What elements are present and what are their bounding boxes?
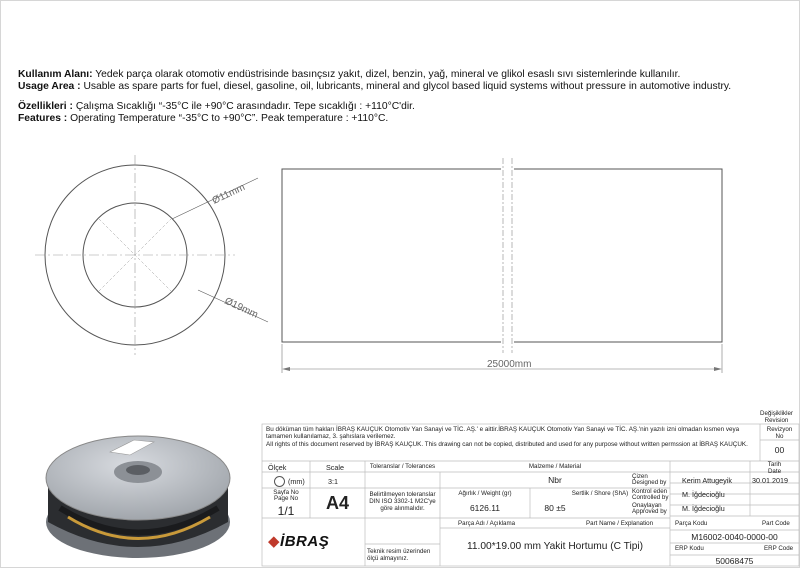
company-logo: ◆İBRAŞ — [268, 533, 330, 550]
drawn-date: 30.01.2019 — [752, 476, 788, 485]
drawn-label: Çizen Designed by — [632, 473, 667, 487]
erp-label-en: ERP Code — [764, 545, 794, 552]
hardness-header: Sertlik / Shore (ShA) — [571, 490, 629, 497]
usage-tr: Kullanım Alanı: Yedek parça olarak otomotiv endüstrisinde basınçsız yakıt, dizel, benzin, yağ, mineral ve glikol esaslı sıvı sistemlerinde kullanılır. — [18, 69, 681, 80]
part-code-label-en: Part Code — [762, 520, 790, 527]
sheet-value: 1/1 — [277, 504, 295, 518]
date-header: Tarih Date — [767, 461, 782, 475]
part-code-label-tr: Parça Kodu — [675, 520, 708, 527]
scale-label-tr: Ölçek — [268, 463, 287, 472]
part-code: M16002-0040-0000-00 — [691, 532, 778, 542]
side-view — [282, 158, 722, 373]
tolerance-text: Belirtilmeyen toleranslar DIN ISO 3302-1 M2C'ye göre alınmalıdır. — [369, 491, 436, 513]
tolerance-header: Toleranslar / Tolerances — [369, 463, 436, 470]
technical-note: Teknik resim üzerinden ölçü almayınız. — [367, 548, 431, 563]
scale-label-en: Scale — [326, 463, 344, 472]
approved-label: Onaylayan Approved by — [632, 502, 667, 515]
approved-by: M. İğdecioğlu — [682, 504, 725, 513]
rev-no: 00 — [774, 445, 785, 455]
erp-label-tr: ERP Kodu — [675, 545, 704, 552]
outer-dia-label: Ø19mm — [222, 295, 260, 321]
rev-no-header: Revizyon No — [766, 426, 793, 440]
features-tr: Özellikleri : Çalışma Sıcaklığı “-35°C ile +90°C arasındadır. Tepe sıcaklığı : +110°C'dir. — [18, 101, 415, 113]
cross-section-view — [35, 155, 268, 355]
part-name: 11.00*19.00 mm Yakit Hortumu (C Tipi) — [466, 541, 644, 552]
sheet-label: Sayfa No Page No — [273, 489, 299, 503]
erp-code: 50068475 — [715, 556, 754, 566]
hardness-value: 80 ±5 — [544, 503, 566, 513]
features-en: Features : Operating Temperature “-35°C to +90°C”. Peak temperature : +110°C. — [18, 112, 389, 124]
copyright-notice: Bu döküman tüm hakları İBRAŞ KAUÇUK Otomotiv Yan Sanayi ve TİC. AŞ.' e aittir.İBRAŞ KAUÇUK Otomotiv Yan Sanayi ve TİC. AŞ.'nin yazılı izni olmadan kısmen veya tamamen kullanılamaz, 3. şahıslara verilemez. All rights of this document reserved by İBRAŞ KAUÇUK. This drawing can not be copied, distributed and used for any purpose without written permssion at İBRAŞ KAUÇUK. — [266, 426, 748, 448]
drawn-by: Kerim Attugeyik — [682, 476, 732, 485]
weight-value: 6126.11 — [469, 503, 501, 513]
checked-by: M. İğdecioğlu — [682, 490, 725, 499]
material-value: Nbr — [548, 475, 562, 485]
weight-header: Ağırlık / Weight (gr) — [458, 490, 512, 497]
unit: (mm) — [288, 477, 305, 486]
product-photo — [38, 422, 238, 562]
scale-value: 3:1 — [328, 477, 338, 486]
part-name-label-tr: Parça Adı / Açıklama — [458, 520, 516, 527]
material-header: Malzeme / Material — [528, 463, 582, 470]
length-label: 25000mm — [487, 359, 532, 370]
checked-label: Kontrol eden Controlled by — [632, 488, 669, 501]
changes-header: Değişiklikler Revision — [759, 410, 793, 424]
projection-symbol — [274, 476, 285, 487]
usage-en: Usage Area : Usable as spare parts for fuel, diesel, gasoline, oil, lubricants, mineral and glycol based liquid systems without pressure in automotive industry. — [18, 80, 732, 92]
inner-dia-label: Ø11mm — [210, 182, 247, 207]
paper-size: A4 — [325, 493, 349, 513]
part-name-label-en: Part Name / Explanation — [586, 520, 654, 527]
